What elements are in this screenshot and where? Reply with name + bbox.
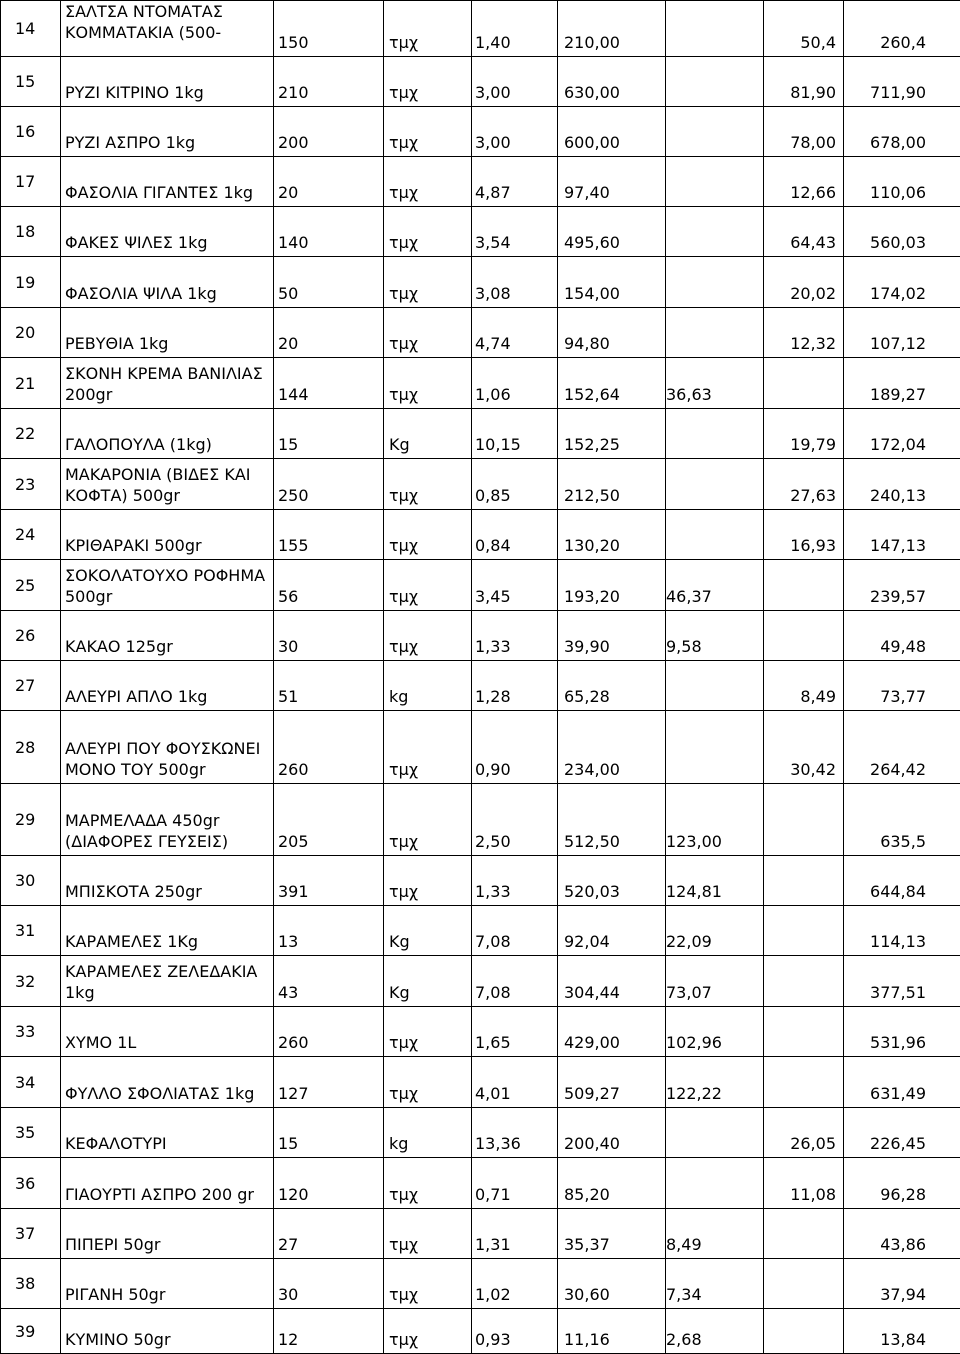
item-net-value: 152,25 <box>558 409 666 459</box>
item-unit: τμχ <box>384 784 472 856</box>
table-row <box>1 611 960 661</box>
item-description: ΣΟΚΟΛΑΤΟΥΧΟ ΡΟΦΗΜΑ 500gr <box>61 560 274 611</box>
item-net-value: 35,37 <box>558 1209 666 1259</box>
item-description: ΜΑΡΜΕΛΑΔΑ 450gr (ΔΙΑΦΟΡΕΣ ΓΕΥΣΕΙΣ) <box>61 784 274 856</box>
item-description: ΜΑΚΑΡΟΝΙΑ (ΒΙΔΕΣ ΚΑΙ ΚΟΦΤΑ) 500gr <box>61 459 274 510</box>
table-row <box>1 459 960 510</box>
item-number: 29 <box>1 784 61 856</box>
item-vat-13: 9,58 <box>666 611 764 661</box>
item-net-value: 600,00 <box>558 107 666 157</box>
item-quantity: 140 <box>274 207 384 257</box>
item-number: 38 <box>1 1259 61 1309</box>
item-vat-13 <box>666 107 764 157</box>
item-vat-13: 122,22 <box>666 1057 764 1108</box>
item-vat-23: 26,05 <box>764 1108 844 1158</box>
item-number: 17 <box>1 157 61 207</box>
item-quantity: 43 <box>274 956 384 1007</box>
item-total: 239,57 <box>844 560 960 611</box>
item-total: 560,03 <box>844 207 960 257</box>
item-quantity: 150 <box>274 1 384 57</box>
item-vat-13 <box>666 257 764 308</box>
table-row <box>1 1108 960 1158</box>
item-quantity: 27 <box>274 1209 384 1259</box>
item-unit-price: 4,01 <box>472 1057 558 1108</box>
item-unit-price: 3,45 <box>472 560 558 611</box>
item-description: ΜΠΙΣΚΟΤΑ 250gr <box>61 856 274 906</box>
item-quantity: 13 <box>274 906 384 956</box>
item-total: 631,49 <box>844 1057 960 1108</box>
item-unit: τμχ <box>384 856 472 906</box>
item-unit: τμχ <box>384 1007 472 1057</box>
item-net-value: 200,40 <box>558 1108 666 1158</box>
item-unit: τμχ <box>384 459 472 510</box>
item-net-value: 92,04 <box>558 906 666 956</box>
item-vat-23 <box>764 1057 844 1108</box>
item-number: 33 <box>1 1007 61 1057</box>
item-vat-13 <box>666 510 764 560</box>
item-vat-13 <box>666 661 764 711</box>
item-quantity: 127 <box>274 1057 384 1108</box>
item-unit-price: 7,08 <box>472 956 558 1007</box>
item-number: 20 <box>1 308 61 358</box>
item-description: ΧΥΜΟ 1L <box>61 1007 274 1057</box>
item-net-value: 85,20 <box>558 1158 666 1209</box>
item-vat-23: 27,63 <box>764 459 844 510</box>
item-net-value: 11,16 <box>558 1309 666 1354</box>
item-quantity: 12 <box>274 1309 384 1354</box>
item-number: 19 <box>1 257 61 308</box>
item-vat-23 <box>764 611 844 661</box>
item-vat-13: 46,37 <box>666 560 764 611</box>
item-vat-13: 124,81 <box>666 856 764 906</box>
table-row <box>1 308 960 358</box>
item-description: ΚΥΜΙΝΟ 50gr <box>61 1309 274 1354</box>
item-quantity: 20 <box>274 157 384 207</box>
item-total: 147,13 <box>844 510 960 560</box>
item-description: ΦΑΣΟΛΙΑ ΨΙΛΑ 1kg <box>61 257 274 308</box>
table-row <box>1 1209 960 1259</box>
item-description: ΡΕΒΥΘΙΑ 1kg <box>61 308 274 358</box>
item-total: 172,04 <box>844 409 960 459</box>
item-unit: Kg <box>384 906 472 956</box>
item-unit-price: 0,93 <box>472 1309 558 1354</box>
item-net-value: 520,03 <box>558 856 666 906</box>
item-total: 189,27 <box>844 358 960 409</box>
item-quantity: 260 <box>274 1007 384 1057</box>
item-total: 260,4 <box>844 1 960 57</box>
item-total: 644,84 <box>844 856 960 906</box>
item-vat-23 <box>764 358 844 409</box>
item-number: 28 <box>1 711 61 784</box>
item-unit-price: 4,74 <box>472 308 558 358</box>
table-row <box>1 1259 960 1309</box>
item-number: 37 <box>1 1209 61 1259</box>
item-unit: τμχ <box>384 1057 472 1108</box>
item-description: ΑΛΕΥΡΙ ΑΠΛΟ 1kg <box>61 661 274 711</box>
item-unit-price: 4,87 <box>472 157 558 207</box>
item-total: 13,84 <box>844 1309 960 1354</box>
item-vat-13 <box>666 1158 764 1209</box>
item-description: ΚΑΡΑΜΕΛΕΣ ΖΕΛΕΔΑΚΙΑ 1kg <box>61 956 274 1007</box>
item-quantity: 260 <box>274 711 384 784</box>
item-total: 711,90 <box>844 57 960 107</box>
item-vat-23: 19,79 <box>764 409 844 459</box>
item-total: 110,06 <box>844 157 960 207</box>
item-net-value: 495,60 <box>558 207 666 257</box>
item-unit: τμχ <box>384 57 472 107</box>
item-unit: τμχ <box>384 207 472 257</box>
item-net-value: 193,20 <box>558 560 666 611</box>
item-number: 24 <box>1 510 61 560</box>
item-quantity: 205 <box>274 784 384 856</box>
item-unit-price: 3,54 <box>472 207 558 257</box>
table-row <box>1 1057 960 1108</box>
item-total: 226,45 <box>844 1108 960 1158</box>
item-unit: Kg <box>384 409 472 459</box>
item-vat-13: 7,34 <box>666 1259 764 1309</box>
item-number: 23 <box>1 459 61 510</box>
item-vat-23: 12,66 <box>764 157 844 207</box>
item-vat-23: 16,93 <box>764 510 844 560</box>
item-unit: kg <box>384 1108 472 1158</box>
item-number: 32 <box>1 956 61 1007</box>
item-total: 635,5 <box>844 784 960 856</box>
table-row <box>1 207 960 257</box>
item-quantity: 15 <box>274 1108 384 1158</box>
item-vat-13 <box>666 57 764 107</box>
item-vat-23 <box>764 1309 844 1354</box>
item-number: 39 <box>1 1309 61 1354</box>
item-vat-13 <box>666 459 764 510</box>
item-unit-price: 0,84 <box>472 510 558 560</box>
item-total: 531,96 <box>844 1007 960 1057</box>
item-vat-23 <box>764 856 844 906</box>
item-net-value: 234,00 <box>558 711 666 784</box>
item-net-value: 210,00 <box>558 1 666 57</box>
item-unit-price: 7,08 <box>472 906 558 956</box>
item-description: ΚΑΚΑΟ 125gr <box>61 611 274 661</box>
item-description: ΡΙΓΑΝΗ 50gr <box>61 1259 274 1309</box>
item-unit-price: 3,00 <box>472 57 558 107</box>
item-description: ΦΥΛΛΟ ΣΦΟΛΙΑΤΑΣ 1kg <box>61 1057 274 1108</box>
item-unit-price: 0,90 <box>472 711 558 784</box>
item-total: 264,42 <box>844 711 960 784</box>
item-total: 678,00 <box>844 107 960 157</box>
item-unit-price: 3,08 <box>472 257 558 308</box>
item-unit: τμχ <box>384 157 472 207</box>
table-row <box>1 856 960 906</box>
item-net-value: 212,50 <box>558 459 666 510</box>
item-quantity: 200 <box>274 107 384 157</box>
item-net-value: 509,27 <box>558 1057 666 1108</box>
item-net-value: 154,00 <box>558 257 666 308</box>
item-vat-23: 8,49 <box>764 661 844 711</box>
item-net-value: 30,60 <box>558 1259 666 1309</box>
item-vat-13: 8,49 <box>666 1209 764 1259</box>
item-description: ΡΥΖΙ ΑΣΠΡΟ 1kg <box>61 107 274 157</box>
item-unit: τμχ <box>384 1259 472 1309</box>
item-unit: τμχ <box>384 308 472 358</box>
item-vat-23: 20,02 <box>764 257 844 308</box>
item-number: 27 <box>1 661 61 711</box>
item-description: ΓΙΑΟΥΡΤΙ ΑΣΠΡΟ 200 gr <box>61 1158 274 1209</box>
item-total: 49,48 <box>844 611 960 661</box>
item-vat-23 <box>764 784 844 856</box>
item-unit: τμχ <box>384 611 472 661</box>
item-unit-price: 1,02 <box>472 1259 558 1309</box>
item-net-value: 65,28 <box>558 661 666 711</box>
item-net-value: 630,00 <box>558 57 666 107</box>
table-row <box>1 257 960 308</box>
item-vat-23: 11,08 <box>764 1158 844 1209</box>
item-quantity: 210 <box>274 57 384 107</box>
item-unit: kg <box>384 661 472 711</box>
item-quantity: 20 <box>274 308 384 358</box>
item-total: 377,51 <box>844 956 960 1007</box>
item-net-value: 97,40 <box>558 157 666 207</box>
item-vat-23: 30,42 <box>764 711 844 784</box>
item-unit-price: 13,36 <box>472 1108 558 1158</box>
item-number: 26 <box>1 611 61 661</box>
table-row <box>1 510 960 560</box>
table-row <box>1 409 960 459</box>
item-unit: τμχ <box>384 358 472 409</box>
item-description: ΠΙΠΕΡΙ 50gr <box>61 1209 274 1259</box>
item-net-value: 512,50 <box>558 784 666 856</box>
item-description: ΚΑΡΑΜΕΛΕΣ 1Kg <box>61 906 274 956</box>
item-quantity: 155 <box>274 510 384 560</box>
item-total: 114,13 <box>844 906 960 956</box>
item-vat-23: 12,32 <box>764 308 844 358</box>
table-row <box>1 57 960 107</box>
item-unit: τμχ <box>384 1209 472 1259</box>
table-row <box>1 358 960 409</box>
table-row <box>1 157 960 207</box>
item-vat-13 <box>666 157 764 207</box>
item-vat-13: 123,00 <box>666 784 764 856</box>
item-unit-price: 0,85 <box>472 459 558 510</box>
item-unit: τμχ <box>384 1 472 57</box>
table-row <box>1 956 960 1007</box>
item-vat-23 <box>764 906 844 956</box>
item-description: ΓΑΛΟΠΟΥΛΑ (1kg) <box>61 409 274 459</box>
item-net-value: 152,64 <box>558 358 666 409</box>
item-vat-13: 2,68 <box>666 1309 764 1354</box>
item-vat-23: 64,43 <box>764 207 844 257</box>
item-number: 36 <box>1 1158 61 1209</box>
table-row <box>1 1 960 57</box>
item-vat-13: 102,96 <box>666 1007 764 1057</box>
item-unit-price: 10,15 <box>472 409 558 459</box>
item-description: ΣΚΟΝΗ ΚΡΕΜΑ ΒΑΝΙΛΙΑΣ 200gr <box>61 358 274 409</box>
item-vat-13: 36,63 <box>666 358 764 409</box>
item-unit: τμχ <box>384 1309 472 1354</box>
table-row <box>1 107 960 157</box>
item-unit-price: 1,40 <box>472 1 558 57</box>
item-number: 18 <box>1 207 61 257</box>
item-vat-13: 73,07 <box>666 956 764 1007</box>
item-quantity: 30 <box>274 611 384 661</box>
item-quantity: 120 <box>274 1158 384 1209</box>
item-unit-price: 0,71 <box>472 1158 558 1209</box>
table-row <box>1 711 960 784</box>
item-number: 31 <box>1 906 61 956</box>
item-description: ΦΑΚΕΣ ΨΙΛΕΣ 1kg <box>61 207 274 257</box>
item-vat-13 <box>666 1108 764 1158</box>
table-row <box>1 1309 960 1354</box>
item-description: ΚΕΦΑΛΟΤΥΡΙ <box>61 1108 274 1158</box>
item-quantity: 30 <box>274 1259 384 1309</box>
item-number: 14 <box>1 1 61 57</box>
item-quantity: 56 <box>274 560 384 611</box>
item-unit-price: 1,33 <box>472 856 558 906</box>
item-unit: τμχ <box>384 510 472 560</box>
item-net-value: 304,44 <box>558 956 666 1007</box>
item-net-value: 429,00 <box>558 1007 666 1057</box>
table-row <box>1 1158 960 1209</box>
item-vat-23 <box>764 560 844 611</box>
item-net-value: 39,90 <box>558 611 666 661</box>
item-vat-23 <box>764 1209 844 1259</box>
table-row <box>1 1007 960 1057</box>
item-quantity: 15 <box>274 409 384 459</box>
item-unit-price: 1,33 <box>472 611 558 661</box>
item-unit: τμχ <box>384 711 472 784</box>
item-total: 240,13 <box>844 459 960 510</box>
item-vat-23 <box>764 956 844 1007</box>
item-total: 96,28 <box>844 1158 960 1209</box>
item-number: 34 <box>1 1057 61 1108</box>
item-unit-price: 1,65 <box>472 1007 558 1057</box>
item-quantity: 51 <box>274 661 384 711</box>
item-quantity: 144 <box>274 358 384 409</box>
item-unit-price: 3,00 <box>472 107 558 157</box>
item-description: ΚΡΙΘΑΡΑΚΙ 500gr <box>61 510 274 560</box>
item-unit: τμχ <box>384 560 472 611</box>
item-vat-23: 81,90 <box>764 57 844 107</box>
item-unit: Kg <box>384 956 472 1007</box>
item-number: 16 <box>1 107 61 157</box>
item-number: 30 <box>1 856 61 906</box>
item-description: ΑΛΕΥΡΙ ΠΟΥ ΦΟΥΣΚΩΝΕΙ ΜΟΝΟ ΤΟΥ 500gr <box>61 711 274 784</box>
item-vat-23 <box>764 1007 844 1057</box>
item-vat-23 <box>764 1259 844 1309</box>
item-unit-price: 1,31 <box>472 1209 558 1259</box>
table-row <box>1 906 960 956</box>
table-row <box>1 784 960 856</box>
item-vat-13 <box>666 711 764 784</box>
item-unit-price: 1,28 <box>472 661 558 711</box>
item-vat-13: 22,09 <box>666 906 764 956</box>
item-number: 25 <box>1 560 61 611</box>
item-description: ΡΥΖΙ ΚΙΤΡΙΝΟ 1kg <box>61 57 274 107</box>
item-vat-23: 78,00 <box>764 107 844 157</box>
item-total: 43,86 <box>844 1209 960 1259</box>
table-row <box>1 560 960 611</box>
item-vat-13 <box>666 308 764 358</box>
table-row <box>1 661 960 711</box>
item-vat-13 <box>666 1 764 57</box>
item-unit: τμχ <box>384 107 472 157</box>
item-total: 107,12 <box>844 308 960 358</box>
item-net-value: 130,20 <box>558 510 666 560</box>
item-number: 22 <box>1 409 61 459</box>
item-vat-23: 50,4 <box>764 1 844 57</box>
item-vat-13 <box>666 409 764 459</box>
item-description: ΦΑΣΟΛΙΑ ΓΙΓΑΝΤΕΣ 1kg <box>61 157 274 207</box>
item-unit-price: 1,06 <box>472 358 558 409</box>
item-quantity: 50 <box>274 257 384 308</box>
item-total: 73,77 <box>844 661 960 711</box>
item-total: 37,94 <box>844 1259 960 1309</box>
item-quantity: 250 <box>274 459 384 510</box>
item-total: 174,02 <box>844 257 960 308</box>
item-unit: τμχ <box>384 1158 472 1209</box>
item-number: 21 <box>1 358 61 409</box>
item-description: ΣΑΛΤΣΑ ΝΤΟΜΑΤΑΣ ΚΟΜΜΑΤΑΚΙΑ (500- <box>61 1 274 57</box>
item-net-value: 94,80 <box>558 308 666 358</box>
item-unit-price: 2,50 <box>472 784 558 856</box>
item-unit: τμχ <box>384 257 472 308</box>
item-vat-13 <box>666 207 764 257</box>
item-quantity: 391 <box>274 856 384 906</box>
table-body <box>1 1 960 1354</box>
item-number: 35 <box>1 1108 61 1158</box>
item-number: 15 <box>1 57 61 107</box>
